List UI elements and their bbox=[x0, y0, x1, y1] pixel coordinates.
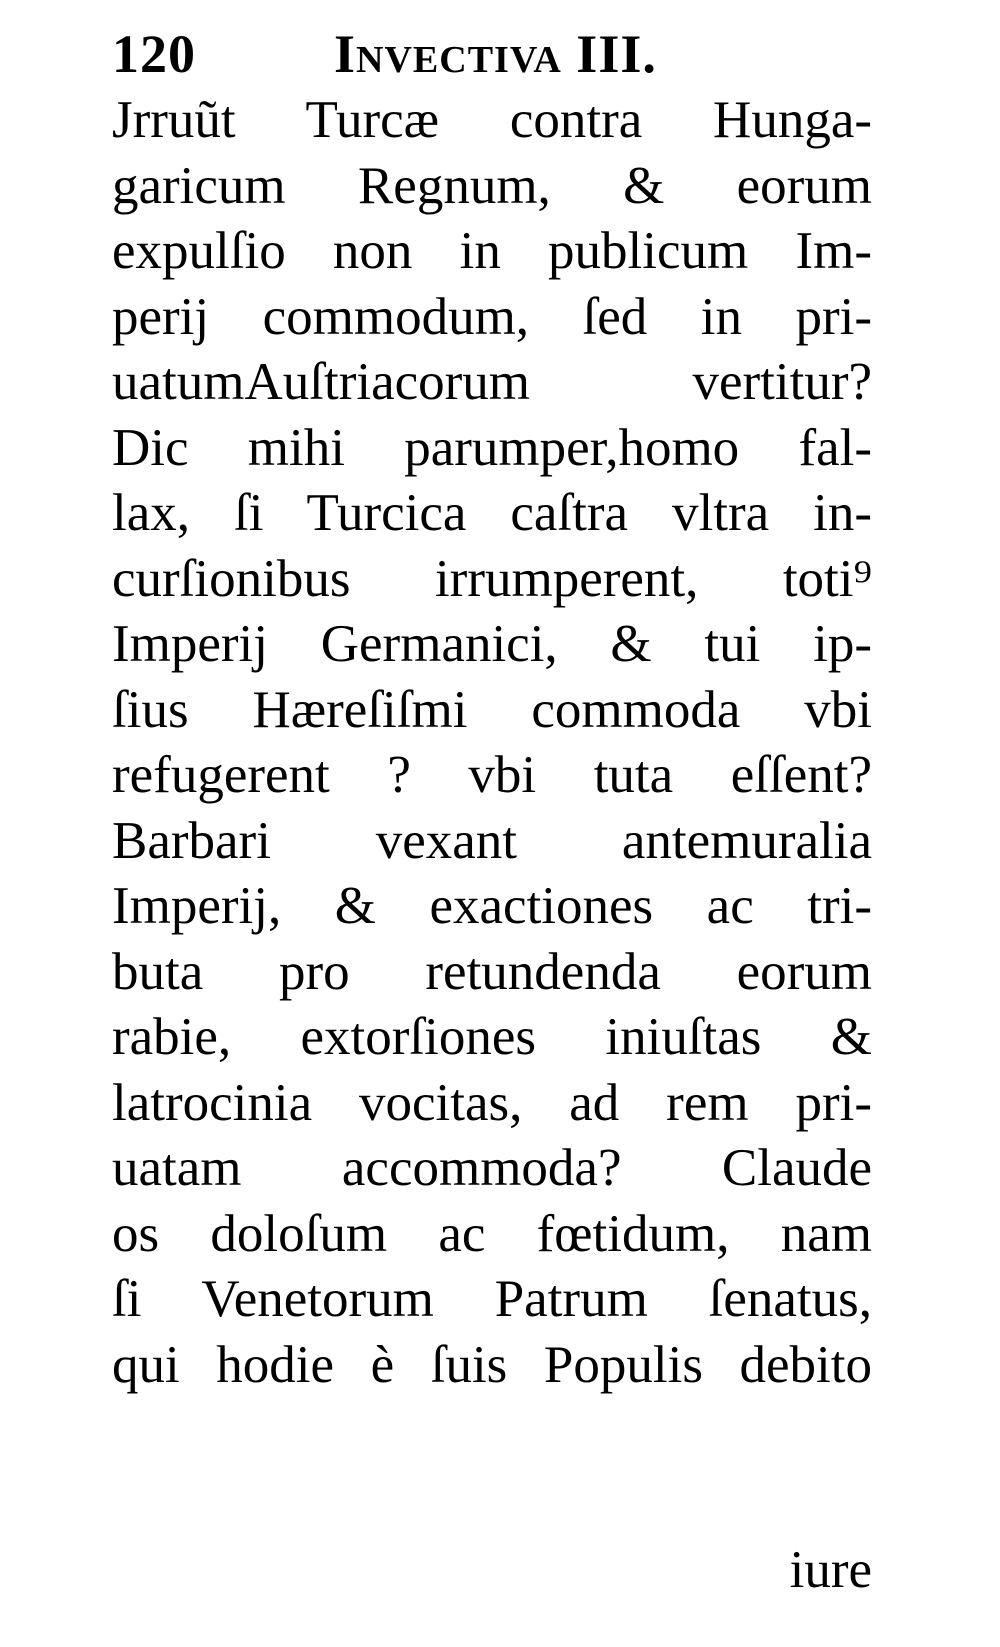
text-line: ſius Hæreſiſmi commoda vbi bbox=[112, 680, 872, 739]
page-header bbox=[112, 22, 872, 86]
text-line: perij commodum, ſed in pri- bbox=[112, 287, 872, 346]
text-line: latrocinia vocitas, ad rem pri- bbox=[112, 1073, 872, 1132]
text-line: rabie, extorſiones iniuſtas & bbox=[112, 1008, 872, 1066]
text-line: Imperij Germanici, & tui ip- bbox=[112, 615, 872, 673]
running-head: Invectiva III. bbox=[334, 24, 657, 84]
text-line: uatam accommoda? Claude bbox=[112, 1139, 872, 1197]
text-line: garicum Regnum, & eorum bbox=[112, 156, 872, 215]
text-line: curſionibus irrumperent, toti⁹ bbox=[112, 549, 872, 608]
text-line: Dic mihi parumper,homo fal- bbox=[112, 418, 872, 477]
text-line: expulſio non in publicum Im- bbox=[112, 222, 872, 280]
text-line: lax, ſi Turcica caſtra vltra in- bbox=[112, 484, 872, 542]
text-line: Barbari vexant antemuralia bbox=[112, 811, 872, 870]
text-line: os doloſum ac fœtidum, nam bbox=[112, 1204, 872, 1263]
text-line: ſi Venetorum Patrum ſenatus, bbox=[112, 1270, 872, 1328]
text-line: Imperij, & exactiones ac tri- bbox=[112, 877, 872, 935]
page-number: 120 bbox=[112, 24, 196, 84]
text-line: Jrruũt Turcæ contra Hunga- bbox=[112, 91, 872, 149]
body-text bbox=[112, 88, 872, 1398]
text-line: buta pro retundenda eorum bbox=[112, 942, 872, 1001]
text-line: qui hodie è ſuis Populis debito bbox=[112, 1335, 872, 1394]
catchword: iure bbox=[789, 1541, 872, 1599]
text-line: refugerent ? vbi tuta eſſent? bbox=[112, 746, 872, 804]
text-line: uatumAuſtriacorum vertitur? bbox=[112, 353, 872, 411]
